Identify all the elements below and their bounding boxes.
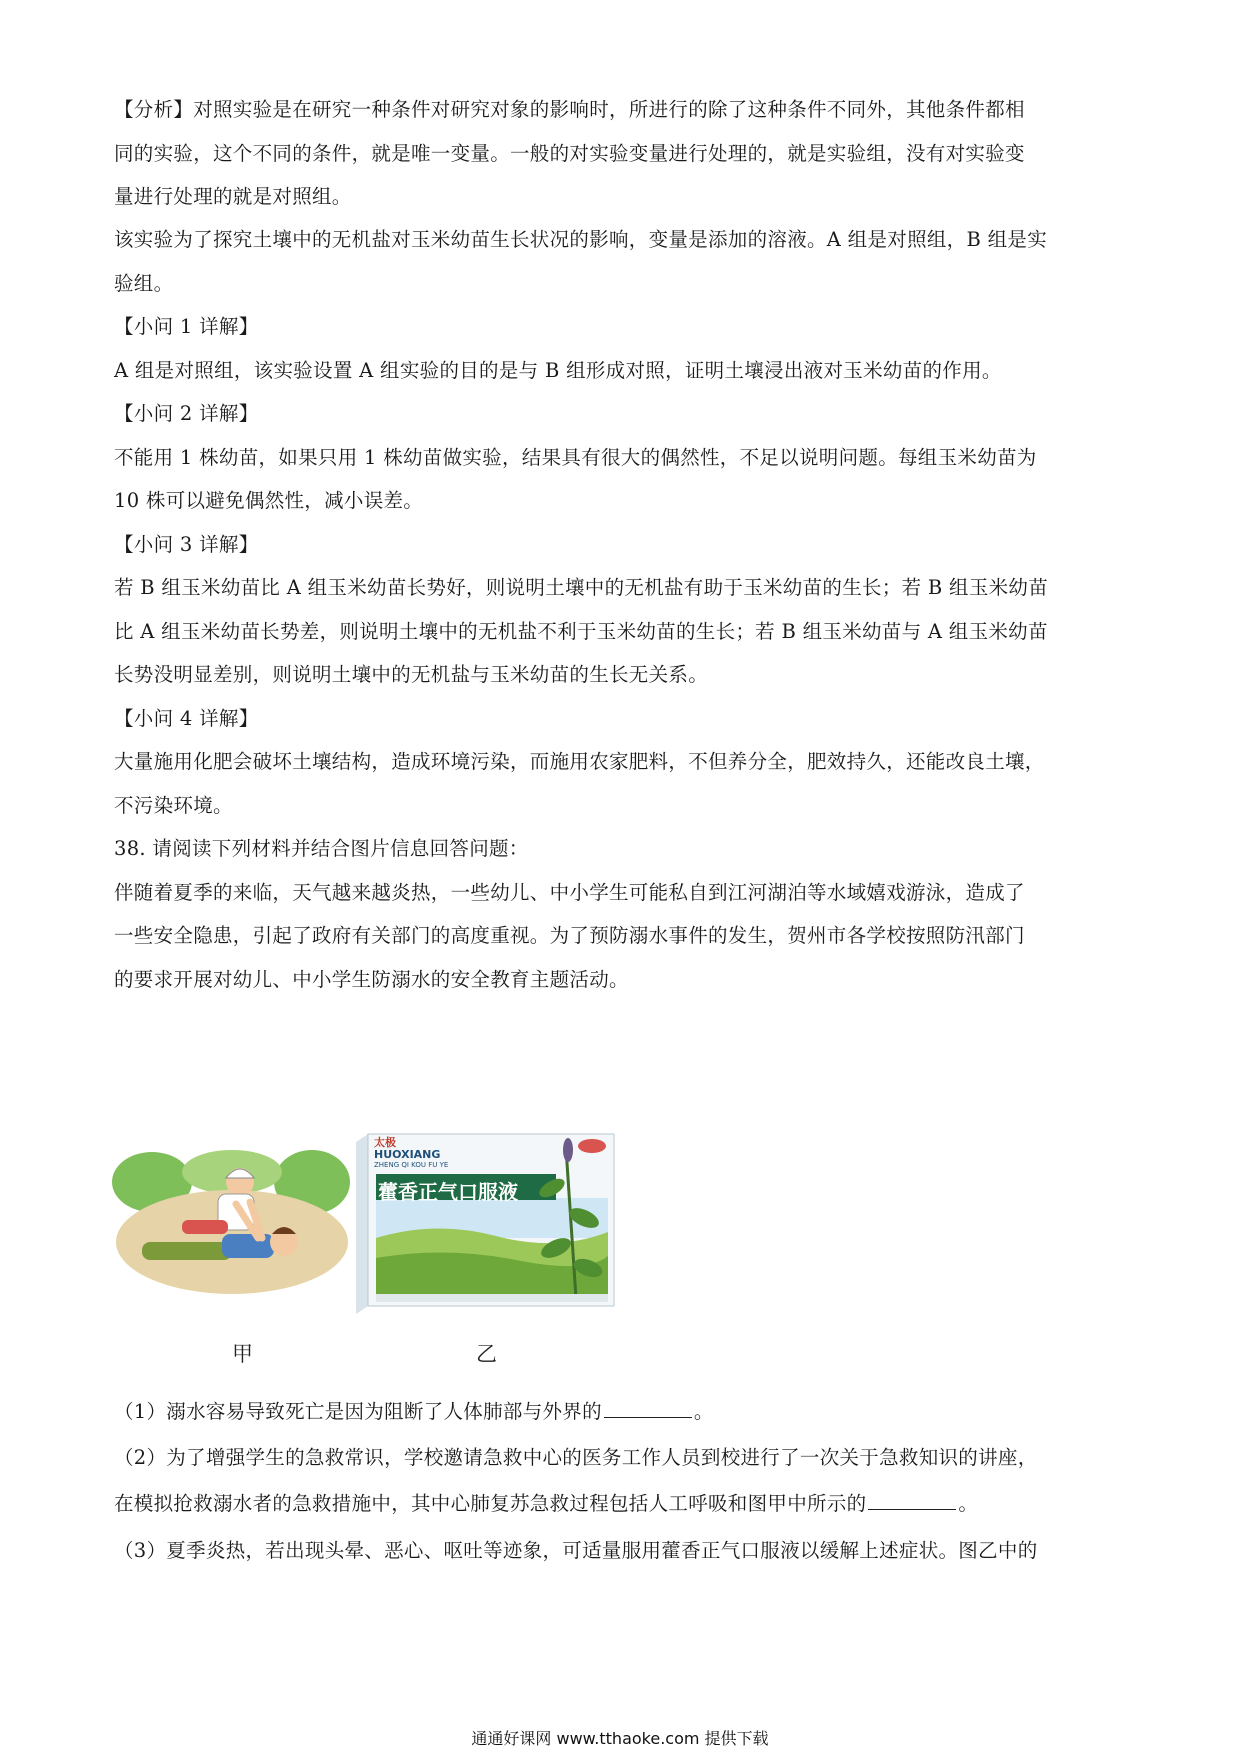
material-line-2: 一些安全隐患，引起了政府有关部门的高度重视。为了预防溺水事件的发生，贺州市各学校按照防汛部门 (114, 924, 1025, 947)
subq4-answer-line-2: 不污染环境。 (114, 794, 233, 817)
material-line-1: 伴随着夏季的来临，天气越来越炎热，一些幼儿、中小学生可能私自到江河湖泊等水域嬉戏游泳，造成了 (114, 881, 1025, 904)
box-brand: 太极 (374, 1136, 396, 1149)
question-1-end: 。 (693, 1400, 714, 1423)
answer-blank-2[interactable] (868, 1491, 956, 1510)
subq4-heading: 【小问 4 详解】 (114, 707, 259, 730)
subq3-heading: 【小问 3 详解】 (114, 533, 259, 556)
page-footer: 通通好课网 www.tthaoke.com 提供下载 (471, 1729, 769, 1748)
answer-blank-1[interactable] (604, 1399, 692, 1418)
analysis-line-4: 该实验为了探究土壤中的无机盐对玉米幼苗生长状况的影响，变量是添加的溶液。A 组是对照组，B 组是实 (114, 228, 1048, 251)
analysis-line-3: 量进行处理的就是对照组。 (114, 185, 352, 208)
material-line-3: 的要求开展对幼儿、中小学生防溺水的安全教育主题活动。 (114, 968, 629, 991)
analysis-line-5: 验组。 (114, 272, 174, 295)
subq1-heading: 【小问 1 详解】 (114, 315, 259, 338)
figure-label-yi: 乙 (476, 1342, 497, 1366)
subq3-answer-line-1: 若 B 组玉米幼苗比 A 组玉米幼苗长势好，则说明土壤中的无机盐有助于玉米幼苗的生长；若 B 组玉米幼苗 (114, 576, 1049, 599)
box-product-name: 藿香正气口服液 (378, 1180, 518, 1204)
subq2-answer-line-1: 不能用 1 株幼苗，如果只用 1 株幼苗做实验，结果具有很大的偶然性，不足以说明问题。每组玉米幼苗为 (114, 446, 1037, 469)
question-2-line-2 (114, 1490, 1130, 1518)
subq4-answer-line-1: 大量施用化肥会破坏土壤结构，造成环境污染，而施用农家肥料，不但养分全，肥效持久，还能改良土壤， (114, 750, 1045, 773)
question-2-text: 在模拟抢救溺水者的急救措施中，其中心肺复苏急救过程包括人工呼吸和图甲中所示的 (114, 1492, 867, 1515)
subq3-answer-line-3: 长势没明显差别，则说明土壤中的无机盐与玉米幼苗的生长无关系。 (114, 663, 709, 686)
box-pinyin-2: ZHENG QI KOU FU YE (374, 1161, 449, 1169)
question-1 (114, 1398, 1130, 1426)
question-38-title: 38. 请阅读下列材料并结合图片信息回答问题： (114, 837, 529, 860)
question-3-line-1: （3）夏季炎热，若出现头晕、恶心、呕吐等迹象，可适量服用藿香正气口服液以缓解上述症状。图乙中的 (114, 1539, 1038, 1562)
subq3-answer-line-2: 比 A 组玉米幼苗长势差，则说明土壤中的无机盐不利于玉米幼苗的生长；若 B 组玉米幼苗与 A 组玉米幼苗 (114, 620, 1048, 643)
subq2-answer-line-2: 10 株可以避免偶然性，减小误差。 (114, 489, 424, 512)
analysis-line-2: 同的实验，这个不同的条件，就是唯一变量。一般的对实验变量进行处理的，就是实验组，没有对实验变 (114, 142, 1025, 165)
question-2-end: 。 (958, 1492, 979, 1515)
subq2-heading: 【小问 2 详解】 (114, 402, 259, 425)
analysis-line-1: 【分析】对照实验是在研究一种条件对研究对象的影响时，所进行的除了这种条件不同外，其他条件都相 (114, 98, 1025, 121)
cpr-illustration (112, 1142, 350, 1294)
question-2-line-1: （2）为了增强学生的急救常识，学校邀请急救中心的医务工作人员到校进行了一次关于急救知识的讲座， (114, 1446, 1038, 1469)
question-1-text: （1）溺水容易导致死亡是因为阻断了人体肺部与外界的 (114, 1400, 602, 1423)
subq1-answer: A 组是对照组，该实验设置 A 组实验的目的是与 B 组形成对照，证明土壤浸出液对玉米幼苗的作用。 (114, 359, 1002, 382)
figure-label-jia: 甲 (232, 1342, 253, 1366)
box-pinyin: HUOXIANG (374, 1148, 441, 1161)
